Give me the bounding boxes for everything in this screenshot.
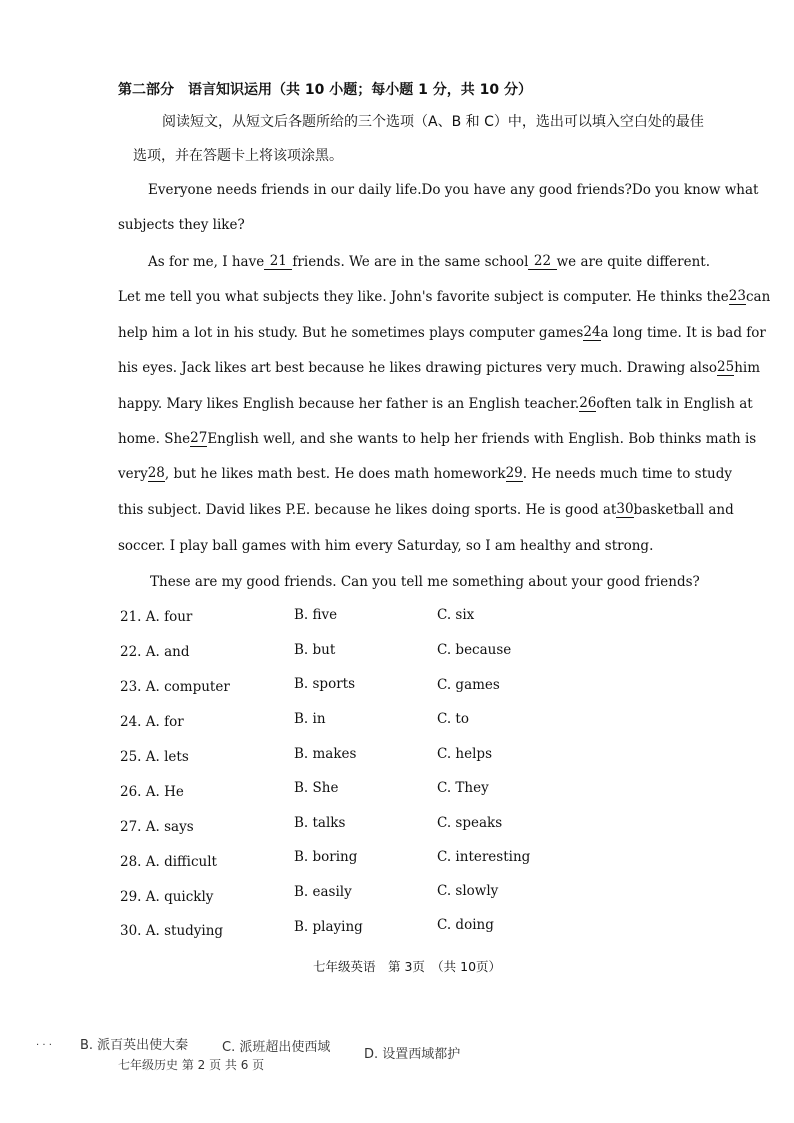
- blank-27: 27: [190, 430, 208, 446]
- option-22-b: B. but: [294, 642, 336, 658]
- text: home. She: [118, 431, 191, 447]
- option-22-c: C. because: [437, 642, 512, 658]
- blank-29: 29: [505, 465, 523, 481]
- option-21-b: B. five: [294, 607, 338, 623]
- text: As for me, I have: [148, 254, 265, 270]
- text: These are my good friends. Can you tell me something about your good friends?: [150, 574, 700, 590]
- text: basketball and: [633, 502, 734, 518]
- passage-line-8: [118, 430, 757, 447]
- option-27-a: 27. A. says: [120, 819, 194, 835]
- text: subjects they like?: [118, 217, 245, 233]
- text: , but he likes math best. He does math homework: [164, 466, 506, 482]
- text: him: [734, 360, 761, 376]
- option-28-a: 28. A. difficult: [120, 854, 217, 870]
- option-30-b: B. playing: [294, 919, 363, 935]
- option-30-c: C. doing: [437, 917, 494, 933]
- text: very: [118, 466, 148, 482]
- text: friends. We are in the same school: [292, 254, 529, 270]
- passage-line-5: [118, 324, 766, 341]
- passage-line-2: [118, 217, 710, 233]
- text: often talk in English at: [596, 396, 753, 412]
- option-24-c: C. to: [437, 711, 469, 727]
- option-29-a: 29. A. quickly: [120, 889, 214, 905]
- option-21-c: C. six: [437, 607, 475, 623]
- option-24-a: 24. A. for: [120, 714, 184, 730]
- option-27-b: B. talks: [294, 815, 346, 831]
- option-27-c: C. speaks: [437, 815, 503, 831]
- option-21-a: 21. A. four: [120, 609, 193, 625]
- directions-line-1: 阅读短文，从短文后各题所给的三个选项（A、B 和 C）中，选出可以填入空白处的最佳: [162, 114, 704, 130]
- passage-line-11: [118, 538, 710, 554]
- passage-line-9: [118, 465, 732, 482]
- option-22-a: 22. A. and: [120, 644, 190, 660]
- text: English well, and she wants to help her friends with English. Bob thinks math is: [207, 431, 757, 447]
- option-29-b: B. easily: [294, 884, 352, 900]
- text: his eyes. Jack likes art best because he likes drawing pictures very much. Drawing also: [118, 360, 718, 376]
- option-23-c: C. games: [437, 677, 500, 693]
- passage-line-7: [118, 395, 753, 412]
- bleed-option-c: C. 派班超出使西域: [222, 1040, 331, 1055]
- option-25-b: B. makes: [294, 746, 357, 762]
- option-25-c: C. helps: [437, 746, 493, 762]
- option-24-b: B. in: [294, 711, 326, 727]
- text: soccer. I play ball games with him every Saturday, so I am healthy and strong.: [118, 538, 654, 554]
- text: Let me tell you what subjects they like. John's favorite subject is computer. He thinks the: [118, 289, 729, 305]
- text: can: [745, 289, 771, 305]
- option-28-c: C. interesting: [437, 849, 531, 865]
- bleed-option-d: D. 设置西域都护: [364, 1047, 461, 1062]
- text: Do you know what: [631, 182, 759, 198]
- option-29-c: C. slowly: [437, 883, 499, 899]
- text: we are quite different.: [556, 254, 710, 270]
- passage-line-4: [118, 288, 771, 305]
- text: a long time. It is bad for: [600, 325, 766, 341]
- directions-line-2: 选项，并在答题卡上将该项涂黑。: [133, 148, 343, 164]
- option-23-b: B. sports: [294, 676, 356, 692]
- passage-line-1: [148, 182, 759, 198]
- blank-23: 23: [728, 288, 746, 304]
- option-30-a: 30. A. studying: [120, 923, 224, 939]
- option-26-c: C. They: [437, 780, 489, 796]
- passage-line-10: [118, 501, 734, 518]
- bleed-footer: 七年级历史 第 2 页 共 6 页: [118, 1058, 265, 1072]
- option-25-a: 25. A. lets: [120, 749, 189, 765]
- bleed-option-b: B. 派百英出使大秦: [80, 1038, 189, 1053]
- text: Do you have any good friends?: [421, 182, 632, 198]
- bleed-dots: . . .: [36, 1037, 52, 1048]
- text: . He needs much time to study: [522, 466, 732, 482]
- blank-26: 26: [579, 395, 597, 411]
- passage-line-6: [118, 359, 761, 376]
- blank-22: 22: [528, 254, 556, 270]
- blank-28: 28: [147, 465, 165, 481]
- blank-25: 25: [717, 359, 735, 375]
- text: Everyone needs friends in our daily life.: [148, 182, 422, 198]
- blank-21: 21: [264, 254, 292, 270]
- section-heading: 第二部分 语言知识运用（共 10 小题；每小题 1 分，共 10 分）: [118, 82, 532, 98]
- option-28-b: B. boring: [294, 849, 358, 865]
- blank-24: 24: [583, 324, 601, 340]
- blank-30: 30: [616, 501, 634, 517]
- passage-closing-line: [150, 574, 710, 590]
- text: happy. Mary likes English because her father is an English teacher.: [118, 396, 580, 412]
- option-26-b: B. She: [294, 780, 339, 796]
- text: this subject. David likes P.E. because he likes doing sports. He is good at: [118, 502, 617, 518]
- option-26-a: 26. A. He: [120, 784, 184, 800]
- page-footer: 七年级英语 第 3页 （共 10页）: [313, 959, 502, 974]
- text: help him a lot in his study. But he sometimes plays computer games: [118, 325, 584, 341]
- passage-line-3: [148, 254, 710, 270]
- option-23-a: 23. A. computer: [120, 679, 230, 695]
